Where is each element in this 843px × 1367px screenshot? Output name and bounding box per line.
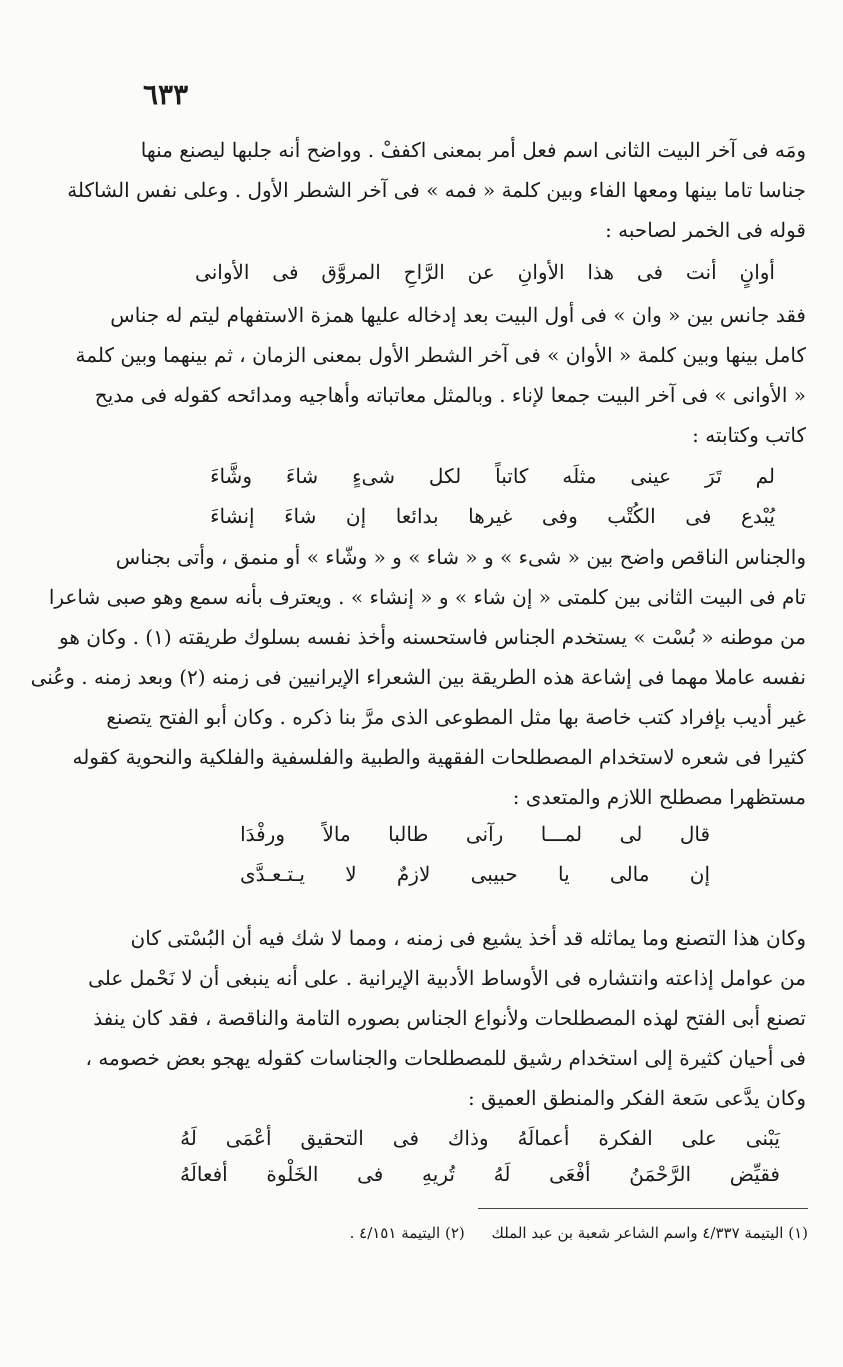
verse-word: الأوانى xyxy=(195,260,250,284)
verse-word: وذاك xyxy=(447,1126,489,1150)
verse-word: وفى xyxy=(541,504,578,528)
verse-word: يَبْنى xyxy=(745,1126,780,1150)
verse-word: أنت xyxy=(685,260,717,284)
text-line: وكان هذا التصنع وما يماثله قد أخذ يشيع فى زمنه ، ومما لا شك فيه أن البُسْتى كان xyxy=(130,926,806,950)
verse-1 xyxy=(195,252,775,292)
verse-word: إن xyxy=(689,862,710,886)
verse-word: مثلَه xyxy=(562,464,597,488)
verse-word: قال xyxy=(679,822,710,846)
verse-word: بدائعا xyxy=(395,504,439,528)
verse-word: يا xyxy=(558,862,570,886)
text-line: كامل بينها وبين كلمة « الأوان » فى آخر الشطر الأول بمعنى الزمان ، ثم بينهما وبين كلمة xyxy=(75,343,806,367)
verse-word: ورفْدَا xyxy=(240,822,285,846)
verse-word: طالبا xyxy=(388,822,429,846)
verse-word: الرَّحْمَنُ xyxy=(629,1162,692,1186)
footnote-divider xyxy=(478,1208,808,1209)
verse-word: وشَّاءَ xyxy=(210,464,252,488)
verse-word: لى xyxy=(619,822,643,846)
verse-word: الكُتْب xyxy=(607,504,656,528)
verse-word: لكل xyxy=(428,464,462,488)
verse-word: شاءَ xyxy=(285,464,319,488)
text-line: ومَه فى آخر البيت الثانى اسم فعل أمر بمعنى اكففْ . وواضح أنه جلبها ليصنع منها xyxy=(140,138,806,162)
paragraph-3 xyxy=(30,537,806,817)
verse-word: لَهُ xyxy=(180,1126,197,1150)
footnote-1: (١) اليتيمة ٤/٣٣٧ واسم الشاعر شعبة بن عبد الملك xyxy=(491,1224,808,1242)
paragraph-4 xyxy=(85,918,806,1118)
text-line: قوله فى الخمر لصاحبه : xyxy=(605,218,806,242)
verse-word: أعمالَهُ xyxy=(517,1126,570,1150)
text-line: والجناس الناقص واضح بين « شىء » و « شاء » و « وشّاء » أو منمق ، وأتى بجناس xyxy=(115,545,806,569)
text-line: نفسه عاملا مهما فى إشاعة هذه الطريقة بين الشعراء الإيرانيين فى زمنه (٢) وبعد زمنه . وعُنى xyxy=(30,665,806,689)
text-line: كثيرا فى شعره لاستخدام المصطلحات الفقهية والطبية والفلسفية والفلكية والنحوية كقوله xyxy=(72,745,806,769)
verse-word: حبيبى xyxy=(470,862,518,886)
verse-word: لم xyxy=(755,464,775,488)
text-line: مستظهرا مصطلح اللازم والمتعدى : xyxy=(512,785,806,809)
text-line: « الأوانى » فى آخر البيت جمعا لإناء . وبالمثل معاتباته وأهاجيه ومدائحه كقوله فى مديح xyxy=(94,383,806,407)
verse-word: لا xyxy=(345,862,357,886)
verse-word: يُبْدع xyxy=(740,504,775,528)
verse-word: كاتباً xyxy=(495,464,529,488)
verse-word: الفكرة xyxy=(598,1126,653,1150)
verse-word: أفعالَهُ xyxy=(180,1162,228,1186)
verse-word: فى xyxy=(272,260,299,284)
text-line: غير أديب بإفراد كتب خاصة بها مثل المطوعى الذى مرَّ بنا ذكره . وكان أبو الفتح يتصنع xyxy=(106,705,806,729)
verse-word: عن xyxy=(467,260,495,284)
text-line: تام فى البيت الثانى بين كلمتى « إن شاء » و « إنشاء » . ويعترف بأنه سمع وهو صبى شاعرا xyxy=(48,585,806,609)
verse-word: لازمٌ xyxy=(396,862,431,886)
verse-word: لَهُ xyxy=(493,1162,511,1186)
verse-word: رآنى xyxy=(465,822,504,846)
page-number: ٦٣٣ xyxy=(143,78,189,111)
verse-word: فى xyxy=(636,260,664,284)
verse-word: يـتـعـدَّى xyxy=(240,862,305,886)
verse-word: عينى xyxy=(630,464,672,488)
verse-word: أوانٍ xyxy=(739,260,775,284)
verse-word: الخَلْوة xyxy=(266,1162,319,1186)
verse-word: فى xyxy=(392,1126,420,1150)
paragraph-1 xyxy=(67,130,806,250)
text-line: فى أحيان كثيرة إلى استخدام رشيق للمصطلحات والجناسات كقوله يهجو بعض خصومه ، xyxy=(85,1046,806,1070)
text-line: من موطنه « بُسْت » يستخدم الجناس فاستحسنه وأخذ نفسه بسلوك طريقته (١) . وكان هو xyxy=(59,625,806,649)
text-line: وكان يدَّعى سَعة الفكر والمنطق العميق : xyxy=(467,1086,806,1110)
footnotes xyxy=(300,1224,808,1242)
verse-word: مالى xyxy=(609,862,650,886)
footnote-2: (٢) اليتيمة ٤/١٥١ . xyxy=(349,1224,465,1242)
text-line: فقد جانس بين « وان » فى أول البيت بعد إدخاله عليها همزة الاستفهام ليتم له جناس xyxy=(110,303,806,327)
verse-4-line-2 xyxy=(180,1154,780,1194)
verse-word: تَرَ xyxy=(705,464,722,488)
verse-word: فقيِّض xyxy=(729,1162,780,1186)
verse-word: شاءَ xyxy=(284,504,317,528)
verse-word: أعْمَى xyxy=(225,1126,272,1150)
verse-word: شىءٍ xyxy=(352,464,395,488)
verse-2-line-1 xyxy=(210,456,775,496)
verse-word: إن xyxy=(345,504,367,528)
verse-word: أفْعَى xyxy=(549,1162,591,1186)
verse-word: مالاً xyxy=(322,822,351,846)
verse-word: الأوانِ xyxy=(517,260,565,284)
text-line: من عوامل إذاعته وانتشاره فى الأوساط الأدبية الإيرانية . على أنه ينبغى أن لا نَحْمل على xyxy=(88,966,806,990)
verse-word: لمـــا xyxy=(540,822,583,846)
text-line: تصنع أبى الفتح لهذه المصطلحات ولأنواع الجناس بصوره التامة والناقصة ، فقد كان ينفذ xyxy=(93,1006,806,1030)
verse-3-line-1 xyxy=(240,814,710,854)
paragraph-2 xyxy=(75,295,806,455)
verse-word: المروَّق xyxy=(321,260,381,284)
verse-word: الرَّاحِ xyxy=(403,260,445,284)
verse-2-line-2 xyxy=(210,496,775,536)
verse-word: غيرها xyxy=(468,504,513,528)
verse-word: التحقيق xyxy=(300,1126,364,1150)
verse-word: فى xyxy=(357,1162,384,1186)
text-line: جناسا تاما بينها ومعها الفاء وبين كلمة « فمه » فى آخر الشطر الأول . وعلى نفس الشاكلة xyxy=(67,178,806,202)
verse-word: هذا xyxy=(587,260,614,284)
verse-4-line-1 xyxy=(180,1118,780,1158)
text-line: كاتب وكتابته : xyxy=(692,423,806,447)
verse-3-line-2 xyxy=(240,854,710,894)
verse-word: إنشاءَ xyxy=(210,504,255,528)
verse-word: فى xyxy=(685,504,712,528)
verse-word: تُريهِ xyxy=(422,1162,455,1186)
verse-word: على xyxy=(681,1126,717,1150)
